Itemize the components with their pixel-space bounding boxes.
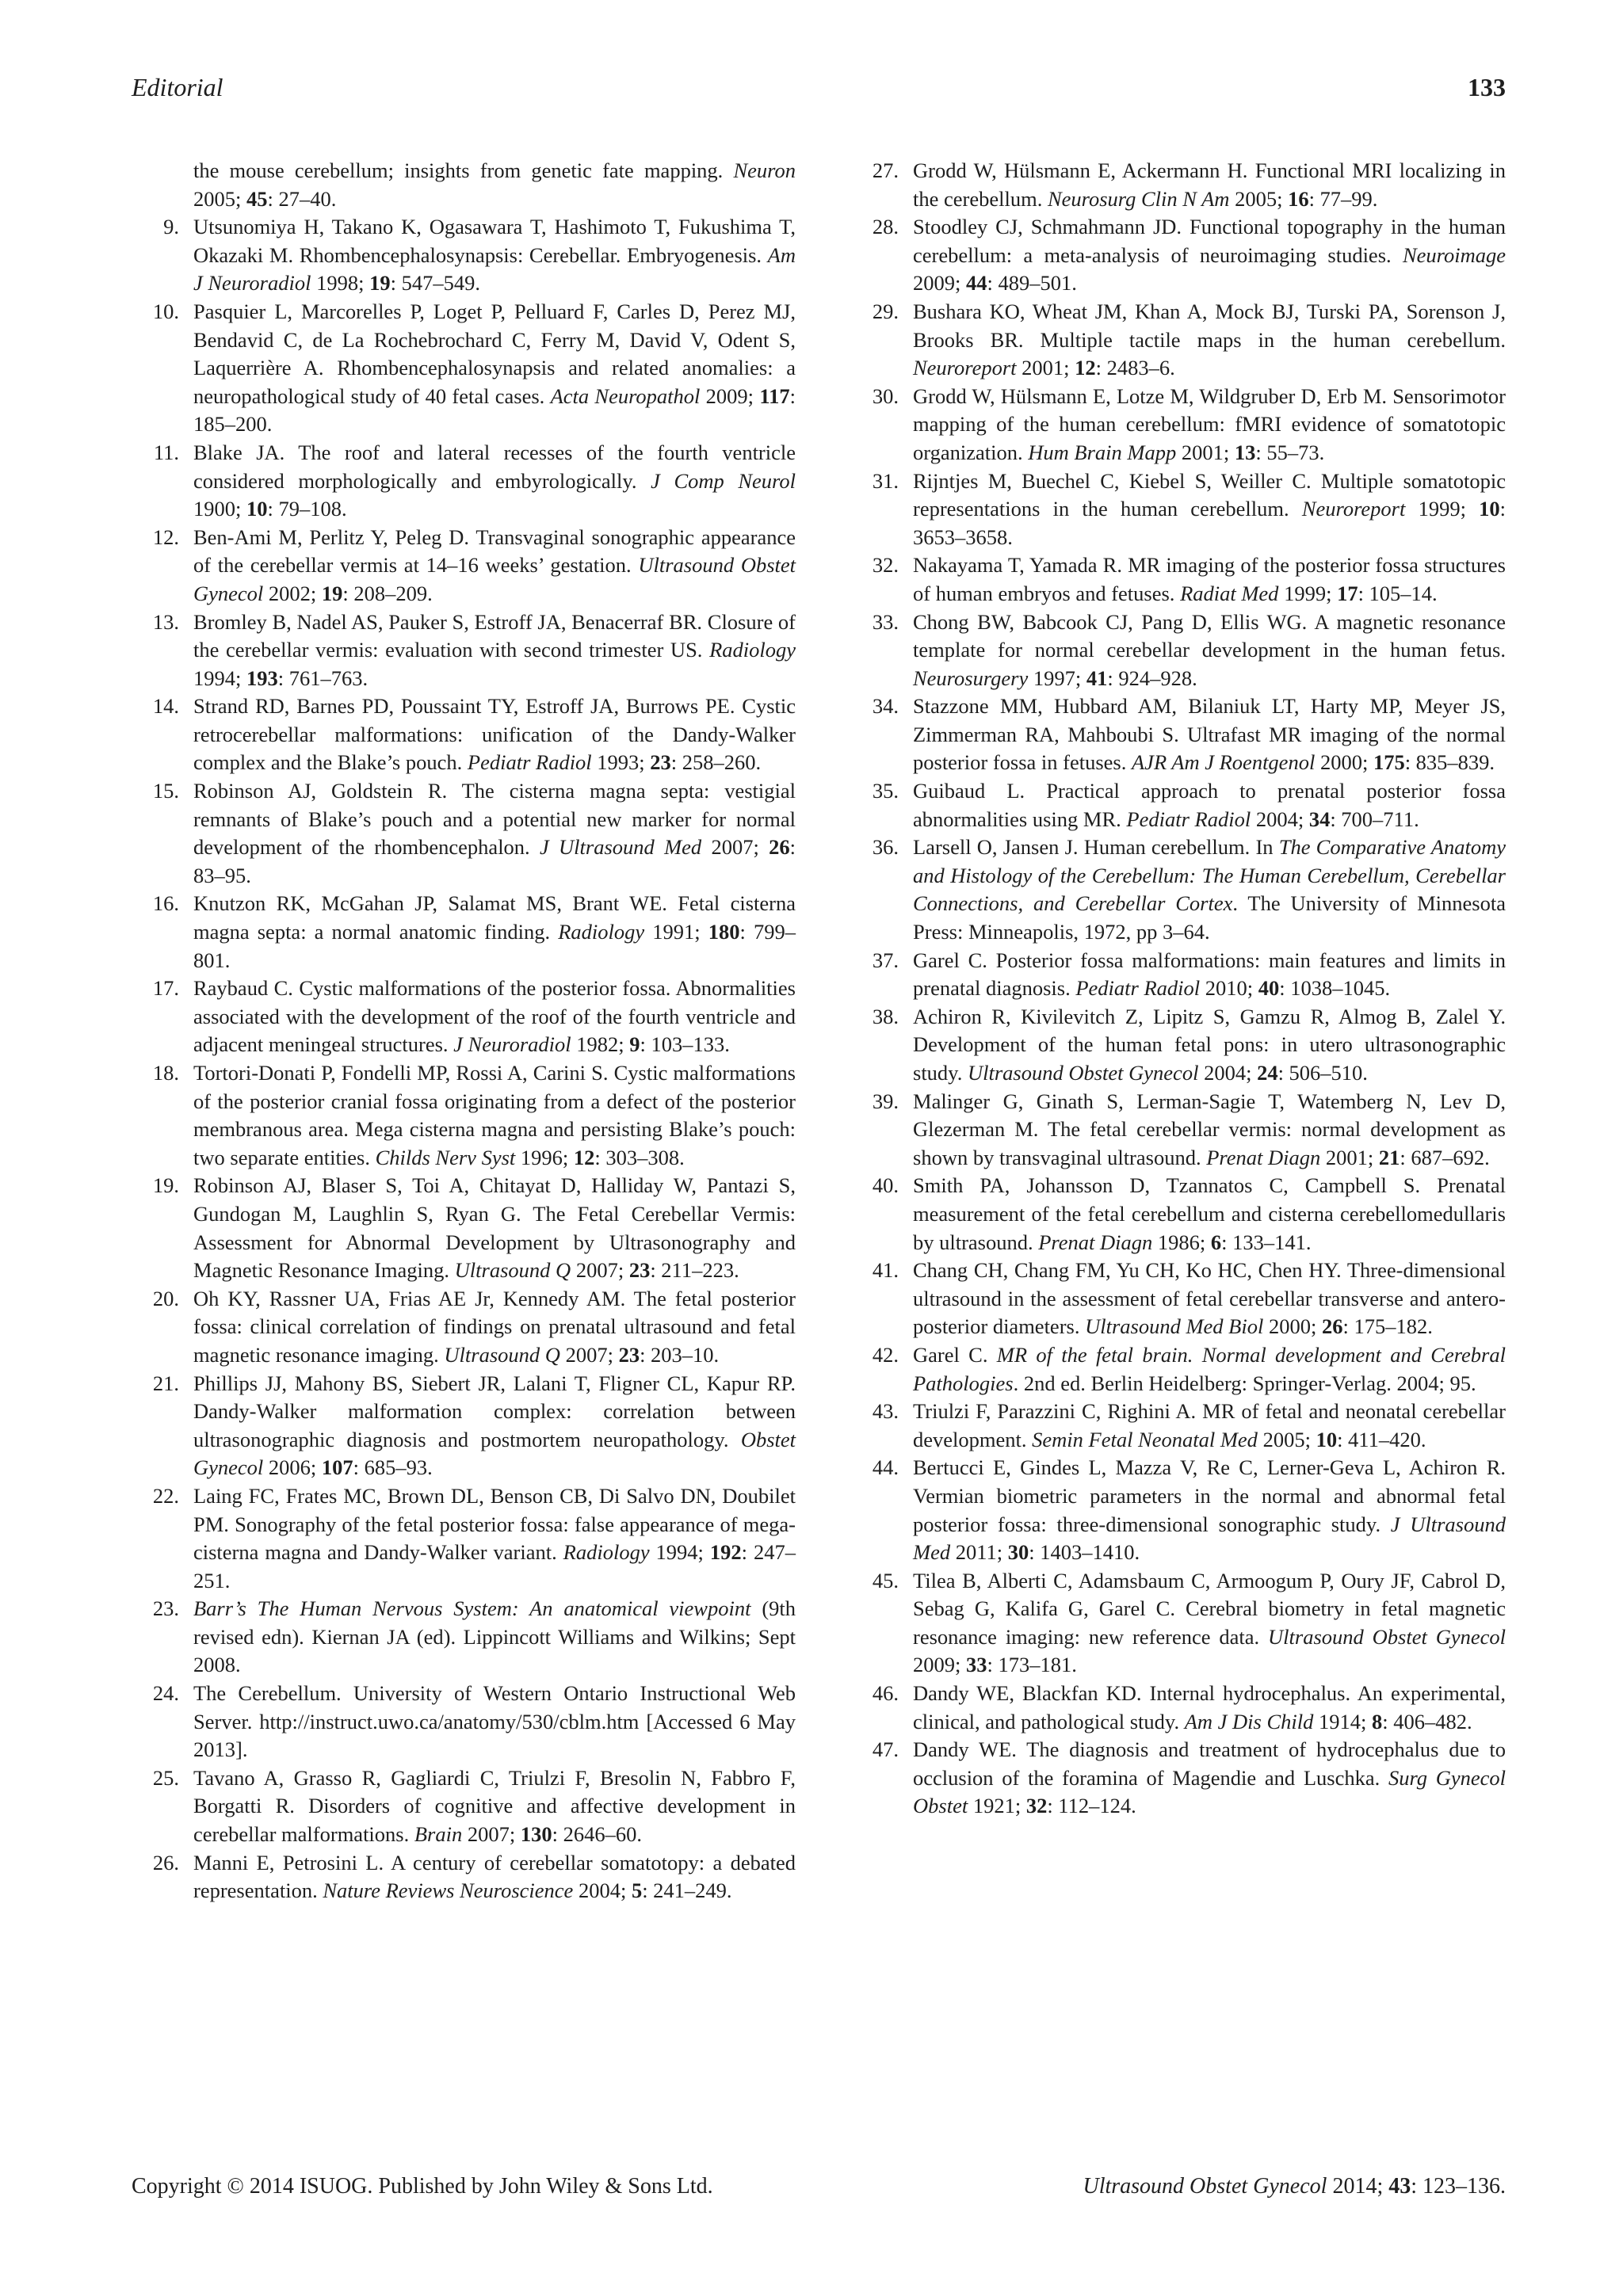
reference-text: : 185–200. <box>193 383 796 437</box>
reference-text: : 27–40. <box>267 186 337 211</box>
reference-volume: 180 <box>708 920 740 944</box>
reference-list-right-column <box>851 157 1506 1821</box>
reference-volume: 40 <box>1258 976 1280 1001</box>
reference-text: Garel C. Posterior fossa malformations: main features and limits in prenatal diagnosis. <box>913 948 1506 1001</box>
reference-text: Knutzon RK, McGahan JP, Salamat MS, Brant WE. Fetal cisterna magna septa: a normal anatomic finding. <box>193 891 796 944</box>
reference-text: 2005; <box>1229 186 1289 211</box>
reference-text: : 2646–60. <box>552 1822 642 1847</box>
reference-entry <box>851 1567 1506 1680</box>
reference-number: 28. <box>872 215 899 239</box>
reference-volume: 16 <box>1288 186 1309 211</box>
reference-volume: 10 <box>1479 497 1500 521</box>
reference-entry <box>851 692 1506 777</box>
reference-text: : 55–73. <box>1255 440 1325 464</box>
reference-number: 41. <box>872 1258 899 1283</box>
reference-number: 30. <box>872 383 899 408</box>
reference-text: Bertucci E, Gindes L, Mazza V, Re C, Lerner-Geva L, Achiron R. Vermian biometric parameters in the normal and abnormal fetal posterior fossa: three-dimensional sonographic study. <box>913 1455 1506 1536</box>
reference-text: : 761–763. <box>277 666 369 690</box>
reference-text: Tavano A, Grasso R, Gagliardi C, Triulzi F, Bresolin N, Fabbro F, Borgatti R. Disorders of cognitive and affective development in cerebellar malformations. <box>193 1765 796 1847</box>
reference-text: 2005; <box>193 186 246 211</box>
reference-entry <box>851 833 1506 946</box>
reference-italic-text: Obstet Gynecol <box>193 1427 796 1480</box>
reference-entry <box>132 1595 796 1680</box>
reference-text: Dandy WE, Blackfan KD. Internal hydrocephalus. An experimental, clinical, and pathological study. <box>913 1681 1506 1733</box>
reference-text: The Cerebellum. University of Western Ontario Instructional Web Server. http://instruct.uwo.ca/anatomy/530/cblm.htm [Accessed 6 May 2013]. <box>193 1681 796 1762</box>
reference-text: Oh KY, Rassner UA, Frias AE Jr, Kennedy AM. The fetal posterior fossa: clinical correlation of findings on prenatal ultrasound and fetal magnetic resonance imaging. <box>193 1286 796 1367</box>
reference-text: Phillips JJ, Mahony BS, Siebert JR, Lalani T, Fligner CL, Kapur RP. Dandy-Walker malformation complex: correlation between ultrasonographic diagnosis and postmortem neuropathology. <box>193 1371 796 1451</box>
reference-text: : 258–260. <box>670 750 762 775</box>
reference-entry <box>851 1398 1506 1454</box>
reference-volume: 26 <box>769 835 790 860</box>
reference-text: Blake JA. The roof and lateral recesses of the fourth ventricle considered morphologically and embyrologically. <box>193 440 796 493</box>
reference-text: Achiron R, Kivilevitch Z, Lipitz S, Gamzu R, Almog B, Zalel Y. Development of the human fetal pons: in utero ultrasonographic study. <box>913 1004 1506 1085</box>
reference-italic-text: Barr’s The Human Nervous System: An anatomical viewpoint <box>193 1596 751 1621</box>
reference-text: Smith PA, Johansson D, Tzannatos C, Campbell S. Prenatal measurement of the fetal cerebellum and cisterna cerebellomedullaris by ultrasound. <box>913 1173 1506 1254</box>
reference-italic-text: Nature Reviews Neuroscience <box>323 1878 574 1903</box>
reference-text: : 411–420. <box>1337 1427 1426 1451</box>
reference-entry <box>851 1003 1506 1088</box>
reference-italic-text: Radiology <box>709 638 796 662</box>
reference-italic-text: MR of the fetal brain. Normal development and Cerebral Pathologies <box>913 1342 1506 1395</box>
reference-text: : 685–93. <box>353 1455 433 1480</box>
reference-number: 27. <box>872 158 899 182</box>
reference-text: : 79–108. <box>267 497 347 521</box>
reference-volume: 193 <box>246 666 278 690</box>
reference-text: : 1038–1045. <box>1279 976 1391 1001</box>
reference-text: Utsunomiya H, Takano K, Ogasawara T, Hashimoto T, Fukushima T, Okazaki M. Rhombencephalosynapsis: Cerebellar. Embryogenesis. <box>193 215 796 267</box>
reference-text: 2007; <box>559 1342 619 1367</box>
reference-text: : 77–99. <box>1308 186 1378 211</box>
reference-text: : 700–711. <box>1330 807 1419 831</box>
journal-name: Ultrasound Obstet Gynecol <box>1083 2174 1327 2199</box>
reference-text: Tortori-Donati P, Fondelli MP, Rossi A, Carini S. Cystic malformations of the posterior cranial fossa originating from a defect of the posterior membranous area. Mega cisterna magna and persisting Blake’s pouch: two separate entities. <box>193 1061 796 1169</box>
reference-italic-text: Ultrasound Obstet Gynecol <box>193 553 796 605</box>
reference-entry <box>132 439 796 524</box>
reference-number: 34. <box>872 694 899 719</box>
reference-entry <box>851 383 1506 467</box>
reference-entry <box>132 1370 796 1482</box>
reference-text: 1914; <box>1313 1709 1373 1733</box>
reference-italic-text: Am J Dis Child <box>1184 1709 1314 1733</box>
reference-volume: 10 <box>1316 1427 1338 1451</box>
reference-text: 2001; <box>1016 356 1075 380</box>
reference-text: 2011; <box>950 1540 1008 1565</box>
reference-volume: 44 <box>966 271 987 296</box>
reference-text: 2009; <box>913 1653 966 1677</box>
reference-text: : 1403–1410. <box>1029 1540 1140 1565</box>
reference-text: : 173–181. <box>987 1653 1077 1677</box>
reference-text: . The University of Minnesota Press: Minneapolis, 1972, pp 3–64. <box>913 891 1506 944</box>
reference-text: 1996; <box>515 1145 574 1169</box>
reference-entry <box>851 608 1506 693</box>
reference-volume: 23 <box>618 1342 640 1367</box>
page-number: 133 <box>1468 73 1506 101</box>
reference-number: 32. <box>872 553 899 578</box>
reference-text: : 489–501. <box>987 271 1077 296</box>
reference-entry <box>851 213 1506 298</box>
reference-entry <box>132 974 796 1059</box>
reference-entry <box>132 1849 796 1905</box>
reference-text: Grodd W, Hülsmann E, Lotze M, Wildgruber D, Erb M. Sensorimotor mapping of the human cerebellum: fMRI evidence of somatotopic organization. <box>913 383 1506 464</box>
reference-italic-text: Neurosurgery <box>913 666 1029 690</box>
reference-italic-text: Hum Brain Mapp <box>1028 440 1177 464</box>
reference-entry <box>851 1736 1506 1821</box>
reference-number: 47. <box>872 1737 899 1762</box>
reference-entry <box>851 1454 1506 1566</box>
reference-text: : 105–14. <box>1358 581 1438 605</box>
reference-text: : 247–251. <box>193 1540 796 1592</box>
reference-italic-text: Ultrasound Obstet Gynecol <box>1268 1624 1506 1649</box>
reference-volume: 9 <box>629 1032 640 1057</box>
reference-entry <box>132 692 796 777</box>
reference-text: : 211–223. <box>650 1258 739 1283</box>
reference-italic-text: AJR Am J Roentgenol <box>1132 750 1316 775</box>
reference-text: Bushara KO, Wheat JM, Khan A, Mock BJ, Turski PA, Sorenson J, Brooks BR. Multiple tactile maps in the human cerebellum. <box>913 299 1506 352</box>
reference-text: 2010; <box>1200 976 1258 1001</box>
reference-volume: 8 <box>1372 1709 1383 1733</box>
reference-italic-text: Neuroreport <box>913 356 1017 380</box>
reference-text: Nakayama T, Yamada R. MR imaging of the posterior fossa structures of human embryos and fetuses. <box>913 553 1506 605</box>
reference-text: Bromley B, Nadel AS, Pauker S, Estroff JA, Benacerraf BR. Closure of the cerebellar vermis: evaluation with second trimester US. <box>193 609 796 662</box>
reference-text: : 303–308. <box>594 1145 685 1169</box>
reference-italic-text: Neuron <box>733 158 796 182</box>
reference-number: 17. <box>152 976 179 1001</box>
reference-volume: 26 <box>1321 1314 1343 1339</box>
reference-italic-text: Ultrasound Obstet Gynecol <box>967 1061 1199 1085</box>
reference-entry <box>851 1172 1506 1257</box>
reference-volume: 30 <box>1007 1540 1029 1565</box>
reference-volume: 19 <box>321 581 343 605</box>
reference-number: 12. <box>152 524 179 549</box>
reference-text: 1999; <box>1405 497 1480 521</box>
reference-number: 23. <box>152 1596 179 1621</box>
reference-italic-text: Neuroreport <box>1301 497 1406 521</box>
reference-text: . 2nd ed. Berlin Heidelberg: Springer-Verlag. 2004; 95. <box>1013 1371 1476 1395</box>
reference-text: : 133–141. <box>1221 1230 1312 1254</box>
reference-entry <box>132 1680 796 1764</box>
reference-text: Tilea B, Alberti C, Adamsbaum C, Armoogum P, Oury JF, Cabrol D, Sebag G, Kalifa G, Garel C. Cerebral biometry in fetal magnetic resonance imaging: new reference data. <box>913 1568 1506 1649</box>
reference-volume: 24 <box>1257 1061 1278 1085</box>
reference-text: : 208–209. <box>342 581 433 605</box>
reference-entry <box>851 157 1506 213</box>
reference-italic-text: J Ultrasound Med <box>539 835 702 860</box>
reference-volume: 34 <box>1308 807 1331 831</box>
reference-number: 37. <box>872 948 899 972</box>
reference-number: 14. <box>152 694 179 719</box>
reference-text: 1994; <box>193 666 246 690</box>
reference-volume: 12 <box>1075 356 1096 380</box>
reference-number: 42. <box>872 1342 899 1367</box>
reference-number: 45. <box>872 1568 899 1592</box>
reference-volume: 41 <box>1086 666 1108 690</box>
reference-number: 36. <box>872 835 899 860</box>
reference-italic-text: Semin Fetal Neonatal Med <box>1032 1427 1258 1451</box>
reference-text: : 241–249. <box>642 1878 732 1903</box>
reference-entry <box>132 890 796 974</box>
reference-number: 43. <box>872 1399 899 1424</box>
reference-text: 2000; <box>1263 1314 1322 1339</box>
reference-text: : 835–839. <box>1404 750 1495 775</box>
reference-text: Malinger G, Ginath S, Lerman-Sagie T, Watemberg N, Lev D, Glezerman M. The fetal cerebellar vermis: normal development as shown by transvaginal ultrasound. <box>913 1089 1506 1169</box>
reference-entry <box>851 777 1506 833</box>
reference-text: 1998; <box>311 271 370 296</box>
reference-italic-text: Radiology <box>558 920 645 944</box>
journal-citation <box>1083 2174 1506 2199</box>
reference-number: 40. <box>872 1173 899 1198</box>
reference-text: (9th revised edn). Kiernan JA (ed). Lippincott Williams and Wilkins; Sept 2008. <box>193 1596 796 1677</box>
reference-text: 2009; <box>700 383 760 408</box>
reference-italic-text: Surg Gynecol Obstet <box>913 1765 1506 1818</box>
reference-volume: 32 <box>1025 1794 1048 1818</box>
reference-number: 19. <box>152 1173 179 1198</box>
reference-volume: 12 <box>573 1145 595 1169</box>
reference-text: 2007; <box>701 835 769 860</box>
reference-entry <box>132 157 796 213</box>
reference-text: Chong BW, Babcook CJ, Pang D, Ellis WG. A magnetic resonance template for normal cerebellar development in the human fetus. <box>913 609 1506 662</box>
reference-volume: 13 <box>1234 440 1256 464</box>
reference-italic-text: The Comparative Anatomy and Histology of the Cerebellum: The Human Cerebellum, Cerebellar Connections, and Cerebellar Cortex <box>913 835 1506 916</box>
reference-entry <box>132 1764 796 1849</box>
reference-number: 13. <box>152 609 179 634</box>
reference-italic-text: Radiat Med <box>1180 581 1279 605</box>
reference-italic-text: J Neuroradiol <box>453 1032 571 1057</box>
reference-number: 22. <box>152 1483 179 1508</box>
reference-text: Triulzi F, Parazzini C, Righini A. MR of fetal and neonatal cerebellar development. <box>913 1399 1506 1451</box>
reference-text: : 175–182. <box>1342 1314 1433 1339</box>
reference-volume: 192 <box>709 1540 742 1565</box>
journal-volume: 43 <box>1388 2174 1411 2199</box>
reference-number: 44. <box>872 1455 899 1480</box>
reference-text: : 687–692. <box>1400 1145 1490 1169</box>
reference-text: Chang CH, Chang FM, Yu CH, Ko HC, Chen HY. Three-dimensional ultrasound in the assessment of fetal cerebellar transverse and antero-posterior diameters. <box>913 1258 1506 1339</box>
reference-text: Robinson AJ, Goldstein R. The cisterna magna septa: vestigial remnants of Blake’s pouch and a potential new marker for normal development of the rhombencephalon. <box>193 779 796 860</box>
reference-text: Larsell O, Jansen J. Human cerebellum. In <box>913 835 1279 860</box>
reference-text: : 506–510. <box>1277 1061 1368 1085</box>
reference-entry <box>132 1172 796 1284</box>
reference-text: 2009; <box>913 271 966 296</box>
reference-italic-text: Neuroimage <box>1402 242 1506 267</box>
reference-entry <box>132 777 796 890</box>
reference-text: 2006; <box>263 1455 322 1480</box>
reference-number: 10. <box>152 299 179 323</box>
reference-number: 39. <box>872 1089 899 1113</box>
reference-italic-text: Prenat Diagn <box>1206 1145 1321 1169</box>
reference-text: 1991; <box>644 920 708 944</box>
reference-italic-text: Radiology <box>563 1540 650 1565</box>
reference-list-left-column <box>132 157 796 1905</box>
reference-text: Rijntjes M, Buechel C, Kiebel S, Weiller C. Multiple somatotopic representations in the human cerebellum. <box>913 468 1506 521</box>
reference-text: : 103–133. <box>640 1032 730 1057</box>
journal-pages: : 123–136. <box>1411 2174 1506 2199</box>
reference-volume: 130 <box>520 1822 552 1847</box>
reference-italic-text: J Comp Neurol <box>651 468 796 493</box>
reference-volume: 33 <box>966 1653 987 1677</box>
reference-number: 11. <box>153 440 179 464</box>
reference-entry <box>851 1257 1506 1341</box>
reference-entry <box>132 213 796 298</box>
reference-italic-text: Childs Nerv Syst <box>375 1145 516 1169</box>
reference-italic-text: J Ultrasound Med <box>913 1512 1506 1565</box>
reference-text: 2001; <box>1320 1145 1379 1169</box>
reference-italic-text: Am J Neuroradiol <box>193 242 796 296</box>
reference-text: Grodd W, Hülsmann E, Ackermann H. Functional MRI localizing in the cerebellum. <box>913 158 1506 211</box>
reference-text: 2007; <box>462 1822 521 1847</box>
reference-entry <box>851 947 1506 1003</box>
reference-number: 38. <box>872 1004 899 1028</box>
reference-text: 1999; <box>1278 581 1338 605</box>
reference-entry <box>851 1341 1506 1398</box>
reference-number: 16. <box>152 891 179 916</box>
reference-entry <box>851 298 1506 383</box>
reference-text: 1982; <box>571 1032 630 1057</box>
copyright-notice: Copyright © 2014 ISUOG. Published by John Wiley & Sons Ltd. <box>132 2174 713 2199</box>
reference-entry <box>132 1285 796 1370</box>
reference-text: : 112–124. <box>1047 1794 1136 1818</box>
reference-number: 24. <box>152 1681 179 1706</box>
reference-text: 2004; <box>1251 807 1309 831</box>
reference-volume: 23 <box>650 750 671 775</box>
reference-text: : 83–95. <box>193 835 796 887</box>
reference-entry <box>132 1059 796 1172</box>
reference-text: : 799–801. <box>193 920 796 972</box>
reference-number: 20. <box>152 1286 179 1310</box>
reference-text: : 547–549. <box>390 271 480 296</box>
reference-entry <box>132 1482 796 1595</box>
reference-text: Garel C. <box>913 1342 997 1367</box>
reference-text: Manni E, Petrosini L. A century of cerebellar somatotopy: a debated representation. <box>193 1850 796 1903</box>
reference-volume: 117 <box>759 383 790 408</box>
reference-text: Raybaud C. Cystic malformations of the posterior fossa. Abnormalities associated with the development of the roof of the fourth ventricle and adjacent meningeal structures. <box>193 976 796 1057</box>
reference-italic-text: Pediatr Radiol <box>1126 807 1251 831</box>
reference-number: 26. <box>152 1850 179 1875</box>
reference-text: : 203–10. <box>640 1342 720 1367</box>
reference-text: 1993; <box>591 750 651 775</box>
reference-volume: 107 <box>321 1455 353 1480</box>
reference-italic-text: Acta Neuropathol <box>550 383 701 408</box>
reference-number: 33. <box>872 609 899 634</box>
reference-text: 2005; <box>1257 1427 1316 1451</box>
reference-italic-text: Ultrasound Q <box>454 1258 571 1283</box>
reference-text: 1986; <box>1152 1230 1211 1254</box>
reference-text: Robinson AJ, Blaser S, Toi A, Chitayat D, Halliday W, Pantazi S, Gundogan M, Laughlin S, Ryan G. The Fetal Cerebellar Vermis: Assessment for Abnormal Development by Ultrasonography and Magnetic Resonance Imaging. <box>193 1173 796 1283</box>
reference-text: Stoodley CJ, Schmahmann JD. Functional topography in the human cerebellum: a meta-analysis of neuroimaging studies. <box>913 215 1506 267</box>
reference-text: Laing FC, Frates MC, Brown DL, Benson CB, Di Salvo DN, Doubilet PM. Sonography of the fetal posterior fossa: false appearance of mega-cisterna magna and Dandy-Walker variant. <box>193 1483 796 1565</box>
reference-entry <box>132 298 796 439</box>
reference-number: 21. <box>152 1371 179 1395</box>
reference-volume: 19 <box>369 271 391 296</box>
reference-italic-text: Ultrasound Med Biol <box>1085 1314 1264 1339</box>
reference-text: 2004; <box>573 1878 632 1903</box>
reference-number: 31. <box>872 468 899 493</box>
reference-italic-text: Prenat Diagn <box>1038 1230 1153 1254</box>
journal-year: 2014; <box>1332 2174 1384 2199</box>
reference-text: Stazzone MM, Hubbard AM, Bilaniuk LT, Harty MP, Meyer JS, Zimmerman RA, Mahboubi S. Ultrafast MR imaging of the normal posterior fossa in fetuses. <box>913 694 1506 775</box>
reference-volume: 23 <box>628 1258 651 1283</box>
reference-number: 35. <box>872 779 899 803</box>
reference-italic-text: Pediatr Radiol <box>1075 976 1201 1001</box>
reference-number: 25. <box>152 1765 179 1790</box>
reference-text: 2004; <box>1198 1061 1258 1085</box>
reference-text: : 3653–3658. <box>913 497 1506 549</box>
reference-number: 29. <box>872 299 899 323</box>
reference-entry <box>851 1680 1506 1736</box>
reference-text: 2002; <box>263 581 322 605</box>
reference-volume: 45 <box>246 186 268 211</box>
reference-text: Pasquier L, Marcorelles P, Loget P, Pelluard F, Carles D, Perez MJ, Bendavid C, de La Rochebrochard C, Ferry M, David V, Odent S, Laquerrière A. Rhombencephalosynapsis and related anomalies: a neuropathological study of 40 fetal cases. <box>193 299 796 408</box>
running-header-section: Editorial <box>132 73 223 101</box>
reference-volume: 6 <box>1210 1230 1222 1254</box>
reference-text: 1997; <box>1028 666 1086 690</box>
reference-volume: 175 <box>1373 750 1405 775</box>
reference-text: : 406–482. <box>1382 1709 1472 1733</box>
reference-entry <box>132 608 796 693</box>
reference-text: 1921; <box>968 1794 1026 1818</box>
reference-volume: 5 <box>631 1878 643 1903</box>
reference-text: 1994; <box>649 1540 710 1565</box>
reference-entry <box>851 1088 1506 1173</box>
reference-text: : 2483–6. <box>1095 356 1175 380</box>
reference-text: 1900; <box>193 497 246 521</box>
reference-number: 46. <box>872 1681 899 1706</box>
reference-number: 18. <box>152 1061 179 1085</box>
reference-volume: 10 <box>246 497 268 521</box>
reference-entry <box>132 524 796 608</box>
reference-number: 9. <box>163 215 179 239</box>
reference-text: Dandy WE. The diagnosis and treatment of hydrocephalus due to occlusion of the foramina of Magendie and Luschka. <box>913 1737 1506 1790</box>
reference-text: the mouse cerebellum; insights from genetic fate mapping. <box>193 158 734 182</box>
reference-number: 15. <box>152 779 179 803</box>
reference-italic-text: Pediatr Radiol <box>467 750 592 775</box>
reference-italic-text: Brain <box>414 1822 463 1847</box>
reference-text: Guibaud L. Practical approach to prenatal posterior fossa abnormalities using MR. <box>913 779 1506 831</box>
reference-italic-text: Ultrasound Q <box>444 1342 560 1367</box>
reference-text: Ben-Ami M, Perlitz Y, Peleg D. Transvaginal sonographic appearance of the cerebellar vermis at 14–16 weeks’ gestation. <box>193 524 796 578</box>
reference-volume: 21 <box>1378 1145 1400 1169</box>
reference-entry <box>851 467 1506 552</box>
reference-text: Strand RD, Barnes PD, Poussaint TY, Estroff JA, Burrows PE. Cystic retrocerebellar malformations: unification of the Dandy-Walker complex and the Blake’s pouch. <box>193 694 796 775</box>
reference-text: 2001; <box>1176 440 1235 464</box>
reference-text: 2000; <box>1315 750 1373 775</box>
reference-volume: 17 <box>1337 581 1358 605</box>
reference-entry <box>851 551 1506 608</box>
reference-text: 2007; <box>571 1258 629 1283</box>
reference-text: : 924–928. <box>1107 666 1197 690</box>
reference-italic-text: Neurosurg Clin N Am <box>1047 186 1230 211</box>
